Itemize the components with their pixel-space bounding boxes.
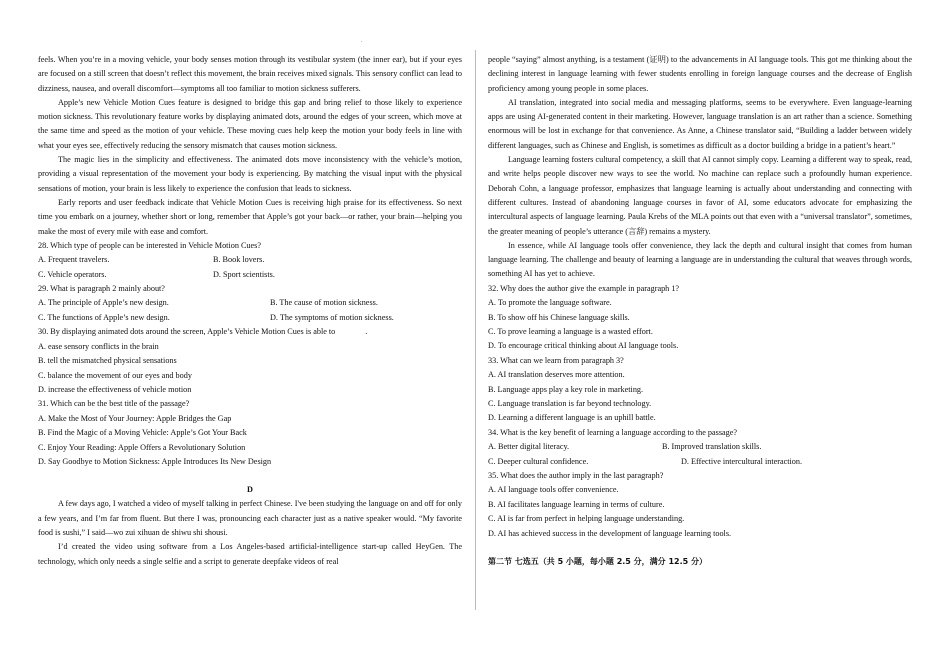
option-b: B. To show off his Chinese language skills. [488,312,630,322]
option-a: A. The principle of Apple’s new design. [38,298,169,308]
option-c: C. AI is far from perfect in helping language understanding. [488,514,685,524]
option-c: C. Vehicle operators. [38,269,107,279]
options-row [38,253,462,267]
question-34: 34. What is the key benefit of learning a language according to the passage? [488,427,738,437]
passage-paragraph: The magic lies in the simplicity and effectiveness. The animated dots move inconsistency with the vehicle’s motion, providing a visual representation of the movement your body is experiencing. By matching the visual input with the physical sensations of motion, your brain is less likely to experience the confusion that leads to sickness. [38,155,462,193]
option-d: D. Sport scientists. [213,269,275,279]
question-33: 33. What can we learn from paragraph 3? [488,355,624,365]
passage-paragraph: Early reports and user feedback indicate that Vehicle Motion Cues is receiving high praise for its effectiveness. So next time you embark on a journey, whether short or long, remember that Apple’s got your back—or rather, your brain—helping you make the most of every mile with ease and comfort. [38,197,462,236]
options-row [38,268,462,282]
options-row [488,440,912,454]
option-a: A. Make the Most of Your Journey: Apple Bridges the Gap [38,413,232,423]
passage-paragraph: Language learning fosters cultural competency, a skill that AI cannot simply copy. Learning a different way to speak, read, and write helps people discover new ways to see the world. No machine can replace such a profoundly human experience. Deborah Cohn, a language professor, emphasizes that language learning is actually about understanding and connecting with different cultures. Instead of abandoning language courses in favor of AI, some educators advocate for emphasizing the intercultural aspects of language learning. Paula Krebs of the MLA points out that even with a “universal translator”, sometimes, the greater meaning of people’s utterance (言辞) remains a mystery. [488,155,912,236]
passage-paragraph: AI translation, integrated into social media and messaging platforms, seems to be everywhere. Even language-learning apps are using AI-generated content in their marketing. However, language translation is an art rather than a science. Something enormous will be lost in exchange for that convenience. As Anne, a Chinese translator said, “Building a ladder between widely different languages, such as Chinese and English, is sometimes as difficult as a doctor building a bridge in a patient’s heart.” [488,97,912,150]
option-c: C. Enjoy Your Reading: Apple Offers a Revolutionary Solution [38,442,246,452]
page-mark: . [361,38,363,44]
option-a: A. Better digital literacy. [488,442,570,452]
option-c: C. Language translation is far beyond technology. [488,399,652,408]
passage-paragraph: A few days ago, I watched a video of myself talking in perfect Chinese. I've been studying the language on and off for only a few years, and I’m far from fluent. But there I was, pronouncing each character just as a native speaker would. “My favorite food is sushi,” I said—wo zui xihuan de shiwu shi shousi. [38,499,462,537]
option-b: B. Find the Magic of a Moving Vehicle: Apple’s Got Your Back [38,428,247,438]
option-b: B. Language apps play a key role in marketing. [488,384,644,394]
passage-paragraph: Apple’s new Vehicle Motion Cues feature is designed to bridge this gap and bring relief to those likely to experience motion sickness. This revolutionary feature works by displaying animated dots, around the edges of your screen, which move at the same time and speed as the motion of your vehicle. These moving cues help keep the motion your body feels in line with what your eyes see, effectively reducing the sensory mismatch that causes motion sickness. [38,97,462,150]
option-b: B. AI facilitates language learning in terms of culture. [488,499,665,509]
option-d: D. Learning a different language is an uphill battle. [488,413,656,423]
option-b: B. tell the mismatched physical sensations [38,356,177,366]
option-c: C. balance the movement of our eyes and body [38,370,192,380]
section-title: 第二节 七选五（共 5 小题，每小题 2.5 分，满分 12.5 分） [488,557,707,567]
passage-paragraph: feels. When you’re in a moving vehicle, your body senses motion through its vestibular system (the inner ear), but if your eyes are focused on a still screen that doesn’t reflect this movement, the brain receives mixed signals. This sensory conflict can lead to dizziness, nausea, and overall discomfort—symptoms all too familiar to motion sickness sufferers. [38,55,462,93]
options-row [38,296,462,310]
option-b: B. Improved translation skills. [662,442,762,452]
question-32: 32. Why does the author give the example in paragraph 1? [488,283,680,293]
question-text: 30. By displaying animated dots around the screen, Apple’s Vehicle Motion Cues is able to [38,327,336,337]
question-31: 31. Which can be the best title of the passage? [38,399,190,409]
option-d: D. AI has achieved success in the development of language learning tools. [488,528,732,538]
option-c: C. To prove learning a language is a wasted effort. [488,326,653,336]
option-a: A. AI translation deserves more attention. [488,370,625,380]
question-28: 28. Which type of people can be interested in Vehicle Motion Cues? [38,240,261,250]
option-a: A. Frequent travelers. [38,255,110,265]
column-divider [475,50,476,610]
option-b: B. The cause of motion sickness. [270,298,378,308]
question-29: 29. What is paragraph 2 mainly about? [38,284,165,294]
right-column [488,53,912,569]
question-35: 35. What does the author imply in the last paragraph? [488,471,664,481]
passage-paragraph: In essence, while AI language tools offer convenience, they lack the depth and cultural insight that comes from human language learning. The challenge and beauty of learning a language are in understanding the cultural that weaves through words, something AI has yet to achieve. [488,240,912,279]
option-a: A. AI language tools offer convenience. [488,485,619,495]
option-c: C. Deeper cultural confidence. [488,456,589,466]
option-b: B. Book lovers. [213,255,265,265]
question-end: . [365,327,368,337]
option-a: A. ease sensory conflicts in the brain [38,341,159,351]
option-d: D. To encourage critical thinking about AI language tools. [488,341,679,351]
options-row [38,311,462,325]
option-d: D. Effective intercultural interaction. [681,456,803,466]
left-column [38,53,462,569]
passage-paragraph: I’d created the video using software from a Los Angeles-based artificial-intelligence start-up called HeyGen. The technology, which only needs a single selfie and a script to generate deepfake videos of real [38,542,462,566]
options-row [488,455,912,469]
option-c: C. The functions of Apple’s new design. [38,312,170,322]
passage-paragraph: people “saying” almost anything, is a testament (证明) to the advancements in AI language tools. This got me thinking about the declining interest in language learning with fewer students enrolling in foreign language courses and the decrease of English proficiency among young people in some places. [488,55,912,93]
section-heading-d: D [247,485,253,495]
option-d: D. Say Goodbye to Motion Sickness: Apple Introduces Its New Design [38,456,272,466]
option-d: D. increase the effectiveness of vehicle motion [38,384,192,394]
option-d: D. The symptoms of motion sickness. [270,312,394,322]
question-30 [38,325,462,339]
option-a: A. To promote the language software. [488,298,612,308]
